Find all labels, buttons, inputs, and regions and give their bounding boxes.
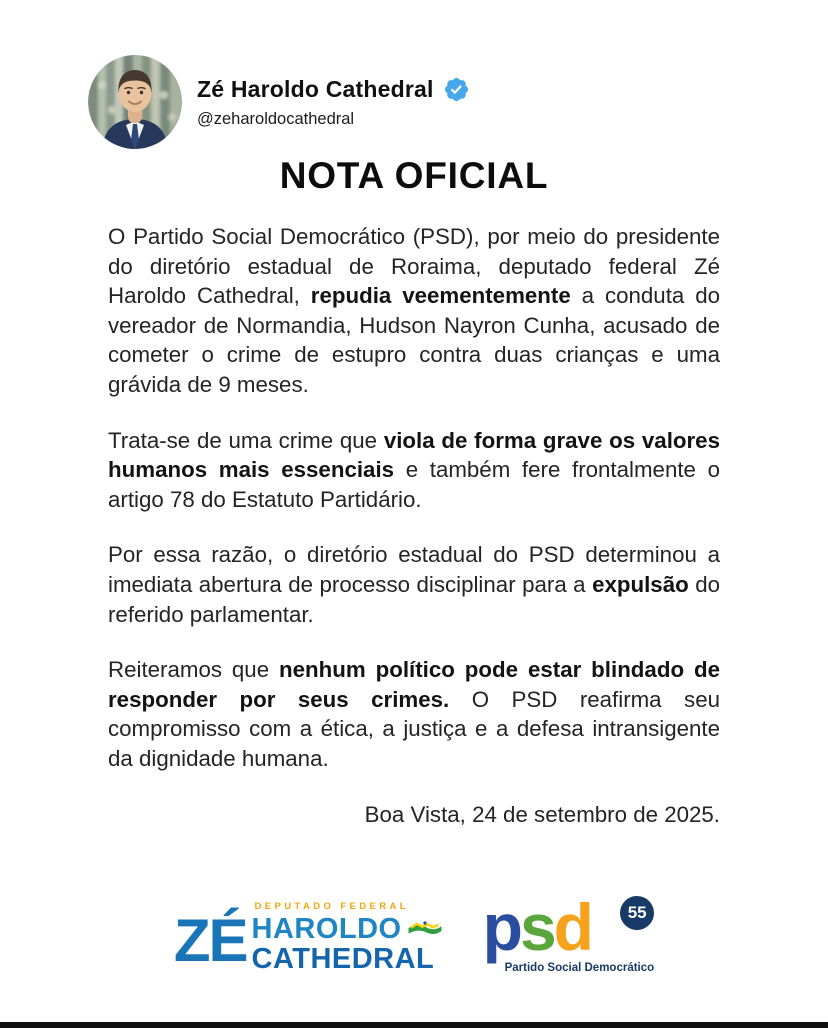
verified-badge-icon: [443, 76, 470, 103]
profile-name-row: [197, 76, 470, 103]
footer-logos: [0, 890, 828, 975]
psd-letter-d: d: [553, 890, 591, 964]
psd-letter-p: p: [482, 890, 520, 964]
avatar[interactable]: [88, 55, 182, 149]
ze-logo-text-column: [252, 901, 445, 974]
paragraph: Reiteramos que nenhum político pode estar blindado de responder por seus crimes. O PSD reafirma seu compromisso com a ética, a justiça e a defesa intransigente da dignidade humana.: [108, 657, 720, 771]
ze-logo-cathedral: CATHEDRAL: [251, 942, 435, 975]
psd-letter-s: s: [519, 890, 554, 964]
psd-wordmark: [482, 890, 655, 964]
psd-party-logo: [482, 890, 655, 975]
note-body: [108, 222, 720, 829]
paragraph: Trata-se de uma crime que viola de forma grave os valores humanos mais essenciais e também fere frontalmente o artigo 78 do Estatuto Partidário.: [108, 427, 720, 512]
ze-logo-haroldo: HAROLDO: [251, 912, 402, 945]
bottom-border-bar: [0, 1022, 828, 1028]
ze-haroldo-cathedral-logo: [174, 901, 445, 974]
profile-text: [197, 76, 470, 129]
date-line: Boa Vista, 24 de setembro de 2025.: [364, 801, 720, 827]
psd-number-badge: 55: [620, 896, 654, 930]
profile-header: [88, 55, 470, 149]
paragraph: O Partido Social Democrático (PSD), por meio do presidente do diretório estadual de Roraima, deputado federal Zé Haroldo Cathedral, repudia veementemente a conduta do vereador de Normandia, Hudson Nayron Cunha, acusado de cometer o crime de estupro contra duas crianças e uma grávida de 9 meses.: [108, 224, 720, 397]
roraima-flag-icon: [405, 918, 445, 940]
ze-logo-initial: ZÉ: [173, 907, 247, 975]
ze-logo-overline: DEPUTADO FEDERAL: [254, 900, 410, 912]
ze-logo-line1: [252, 914, 445, 944]
note-title: NOTA OFICIAL: [279, 155, 549, 196]
psd-tagline: Partido Social Democrático: [504, 962, 655, 975]
paragraphs-container: [108, 222, 720, 774]
profile-handle[interactable]: @zeharoldocathedral: [197, 109, 355, 128]
paragraph: Por essa razão, o diretório estadual do PSD determinou a imediata abertura de processo disciplinar para a expulsão do referido parlamentar.: [108, 542, 720, 627]
profile-name[interactable]: Zé Haroldo Cathedral: [197, 75, 434, 102]
